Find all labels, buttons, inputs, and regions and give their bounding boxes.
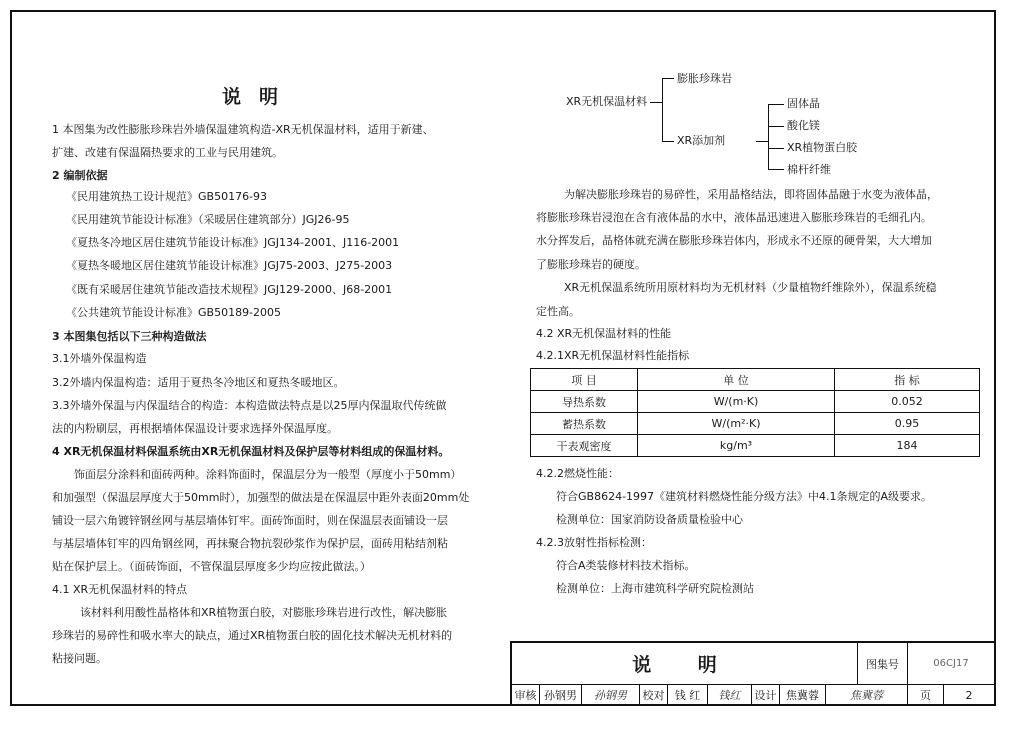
diagram-leaf: 酸化镁: [787, 119, 820, 132]
title-block-title: 说 明: [512, 643, 858, 684]
table-row: [531, 435, 980, 457]
right-para-1-line: 水分挥发后，晶格体就充满在膨胀珍珠岩体内，形成永不还原的硬骨架，大大增加: [536, 234, 932, 247]
para-4-line: 贴在保护层上。（面砖饰面，不管保温层厚度多少均应按此做法。）: [52, 560, 371, 573]
right-para-2-line: 定性高。: [536, 305, 580, 318]
section-3-3b: 法的内粉刷层，再根据墙体保温设计要求选择外保温厚度。: [52, 422, 338, 435]
section-4-1-heading: 4.1 XR无机保温材料的特点: [52, 583, 188, 596]
para-1b: 扩建、改建有保温隔热要求的工业与民用建筑。: [52, 146, 283, 159]
designer-name: 焦冀蓉: [780, 684, 826, 706]
diagram-root: XR无机保温材料: [566, 95, 648, 108]
para-4-line: 饰面层分涂料和面砖两种。涂料饰面时，保温层分为一般型（厚度小于50mm）: [74, 468, 462, 481]
right-para-1-line: 为解决膨胀珍珠岩的易碎性，采用晶格结法，即将固体晶融于水变为液体晶，: [564, 188, 938, 201]
reviewer-signature: 孙钢男: [582, 684, 640, 706]
table-row: [531, 413, 980, 435]
radioactivity-test-org: 检测单位：上海市建筑科学研究院检测站: [556, 582, 754, 595]
right-para-1-line: 将膨胀珍珠岩浸泡在含有液体晶的水中，液体晶迅速进入膨胀珍珠岩的毛细孔内。: [536, 211, 932, 224]
diagram-leaf: XR植物蛋白胶: [787, 141, 858, 154]
page-heading: 说明: [222, 86, 297, 108]
section-2-heading: 2 编制依据: [52, 169, 108, 182]
table-cell: W/(m²·K): [638, 413, 835, 435]
fire-test-org: 检测单位：国家消防设备质量检验中心: [556, 513, 743, 526]
table-header: 单 位: [638, 369, 835, 391]
diagram-branch-perlite: 膨胀珍珠岩: [677, 72, 732, 85]
para-4-line: 和加强型（保温层厚度大于50mm时），加强型的做法是在保温层中距外表面20mm处: [52, 491, 470, 504]
title-block: [510, 641, 996, 706]
para-4-line: 与基层墙体钉牢的四角钢丝网，再抹聚合物抗裂砂浆作为保护层，面砖用粘结剂粘: [52, 537, 448, 550]
para-4-1-line: 该材料利用酸性晶格体和XR植物蛋白胶，对膨胀珍珠岩进行改性，解决膨胀: [80, 606, 448, 619]
section-4-2-1-heading: 4.2.1XR无机保温材料性能指标: [536, 349, 690, 362]
right-para-2-line: XR无机保温系统所用原材料均为无机材料（少量植物纤维除外），保温系统稳: [564, 281, 937, 294]
check-label: 校对: [640, 684, 668, 706]
page-number: 2: [965, 688, 973, 702]
table-cell: 导热系数: [531, 391, 638, 413]
ref-item: 《夏热冬冷地区居住建筑节能设计标准》JGJ134-2001、J116-2001: [66, 236, 400, 249]
section-3-heading: 3 本图集包括以下三种构造做法: [52, 330, 207, 343]
para-1a: 1 本图集为改性膨胀珍珠岩外墙保温建筑构造-XR无机保温材料，适用于新建、: [52, 123, 434, 136]
ref-item: 《民用建筑热工设计规范》GB50176-93: [66, 190, 268, 203]
diagram-leaf: 固体晶: [787, 97, 820, 110]
page-label: 页: [908, 684, 944, 706]
para-4-1-line: 粘接问题。: [52, 652, 107, 665]
atlas-number: 06CJ17: [933, 658, 969, 669]
right-para-1-line: 了膨胀珍珠岩的硬度。: [536, 258, 646, 271]
diagram-leaf: 棉杆纤维: [787, 163, 831, 176]
para-4-1-line: 珍珠岩的易碎性和吸水率大的缺点，通过XR植物蛋白胶的固化技术解决无机材料的: [52, 629, 453, 642]
drawing-frame: [10, 10, 996, 706]
table-row: [531, 391, 980, 413]
section-4-2-heading: 4.2 XR无机保温材料的性能: [536, 327, 672, 340]
table-cell: 184: [835, 435, 980, 457]
table-header: 指 标: [835, 369, 980, 391]
table-cell: W/(m·K): [638, 391, 835, 413]
checker-signature: 钱红: [708, 684, 752, 706]
table-cell: 0.95: [835, 413, 980, 435]
checker-name: 钱 红: [668, 684, 708, 706]
performance-table: [530, 368, 980, 457]
table-header-row: [531, 369, 980, 391]
section-4-2-3-heading: 4.2.3放射性指标检测：: [536, 536, 652, 549]
design-label: 设计: [752, 684, 780, 706]
review-label: 审核: [512, 684, 540, 706]
table-cell: 0.052: [835, 391, 980, 413]
table-cell: 干表观密度: [531, 435, 638, 457]
table-cell: kg/m³: [638, 435, 835, 457]
ref-item: 《夏热冬暖地区居住建筑节能设计标准》JGJ75-2003、J275-2003: [66, 259, 393, 272]
diagram-branch-additive: XR添加剂: [677, 134, 726, 147]
designer-signature: 焦冀蓉: [826, 684, 908, 706]
atlas-number-label: 图集号: [858, 643, 908, 684]
section-4-2-2-heading: 4.2.2燃烧性能：: [536, 467, 619, 480]
ref-item: 《民用建筑节能设计标准》（采暖居住建筑部分）JGJ26-95: [66, 213, 350, 226]
section-4-heading: 4 XR无机保温材料保温系统由XR无机保温材料及保护层等材料组成的保温材料。: [52, 445, 450, 458]
ref-item: 《既有采暖居住建筑节能改造技术规程》JGJ129-2000、J68-2001: [66, 283, 393, 296]
table-cell: 蓄热系数: [531, 413, 638, 435]
fire-rating-text: 符合GB8624-1997《建筑材料燃烧性能分级方法》中4.1条规定的A级要求。: [556, 490, 933, 503]
section-3-1: 3.1外墙外保温构造: [52, 352, 147, 365]
table-header: 项 目: [531, 369, 638, 391]
para-4-line: 铺设一层六角镀锌钢丝网与基层墙体钉牢。面砖饰面时，则在保温层表面铺设一层: [52, 514, 448, 527]
section-3-2: 3.2外墙内保温构造：适用于夏热冬冷地区和夏热冬暖地区。: [52, 376, 345, 389]
section-3-3a: 3.3外墙外保温与内保温结合的构造：本构造做法特点是以25厚内保温取代传统做: [52, 399, 447, 412]
reviewer-name: 孙钢男: [540, 684, 582, 706]
ref-item: 《公共建筑节能设计标准》GB50189-2005: [66, 306, 282, 319]
radioactivity-text: 符合A类装修材料技术指标。: [556, 559, 696, 572]
